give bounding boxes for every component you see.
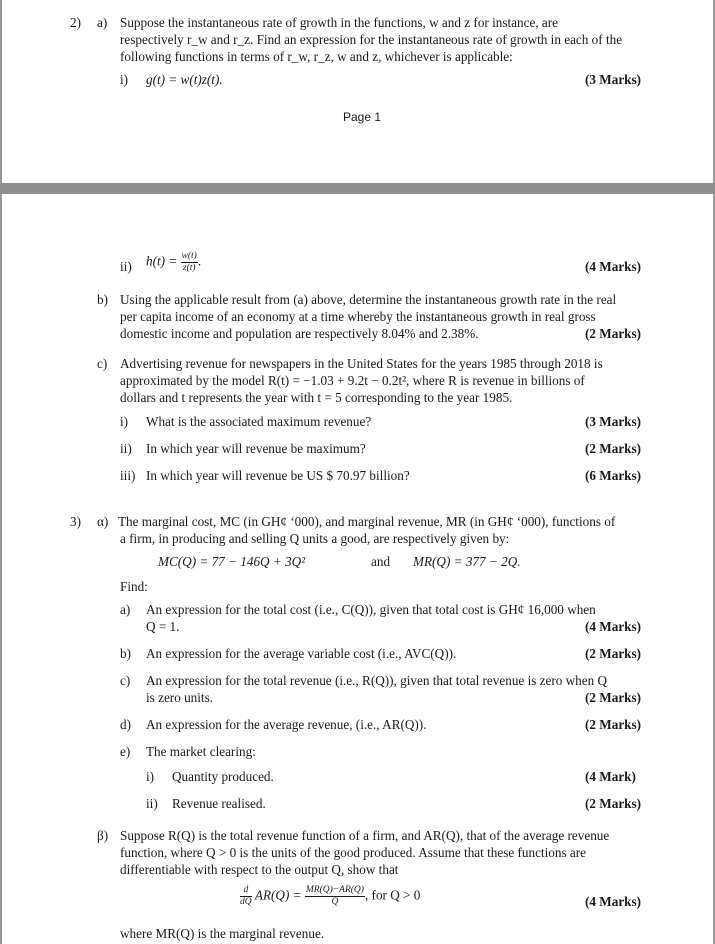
- q3beta-where: where MR(Q) is the marginal revenue.: [120, 926, 325, 941]
- marks: (4 Marks): [585, 259, 642, 274]
- marks: (4 Mark): [585, 769, 636, 784]
- marks: (3 Marks): [585, 414, 642, 429]
- q2a-line-2: respectively r_w and r_z. Find an expression for the instantaneous rate of growth in each of the: [120, 32, 623, 47]
- page-separator: [0, 183, 715, 194]
- q3d-text: An expression for the average revenue, (i.e., AR(Q)).: [146, 717, 427, 732]
- sub-label: i): [120, 414, 129, 429]
- part-label: b): [97, 292, 108, 307]
- q2b-line-3: domestic income and population are respectively 8.04% and 2.38%.: [120, 326, 479, 341]
- q2c-line-3: dollars and t represents the year with t = 5 corresponding to the year 1985.: [120, 390, 513, 405]
- q2a-line-1: Suppose the instantaneous rate of growth in the functions, w and z for instance, are: [120, 15, 558, 30]
- q2c-line-2: approximated by the model R(t) = −1.03 + 9.2t − 0.2t², where R is revenue in billions of: [120, 373, 585, 388]
- marks: (2 Marks): [585, 441, 642, 456]
- q3e-ii-text: Revenue realised.: [172, 796, 266, 811]
- marks: (2 Marks): [585, 796, 642, 811]
- q3e-text: The market clearing:: [146, 744, 256, 759]
- q2c-ii-text: In which year will revenue be maximum?: [146, 441, 366, 456]
- part-label: c): [97, 356, 108, 371]
- left-page-edge: [0, 0, 2, 944]
- part-label: a): [97, 15, 108, 30]
- q3e-i-text: Quantity produced.: [172, 769, 274, 784]
- marks: (2 Marks): [585, 717, 642, 732]
- sub-label: a): [120, 602, 131, 617]
- q2c-line-1: Advertising revenue for newspapers in the United States for the years 1985 through 2018 is: [120, 356, 603, 371]
- sub-label: ii): [120, 259, 132, 274]
- sub-label: b): [120, 646, 131, 661]
- q3c-line-2: is zero units.: [146, 690, 214, 705]
- sub-label: d): [120, 717, 131, 732]
- marks: (4 Marks): [585, 894, 642, 909]
- marks: (6 Marks): [585, 468, 642, 483]
- q3a-line-1: An expression for the total cost (i.e., C(Q)), given that total cost is GH¢ 16,000 when: [146, 602, 596, 617]
- q3c-line-1: An expression for the total revenue (i.e., R(Q)), given that total revenue is zero when Q: [146, 673, 608, 688]
- mr-equation: MR(Q) = 377 − 2Q.: [413, 554, 521, 569]
- sub-label: ii): [146, 796, 158, 811]
- sub-label: iii): [120, 468, 136, 483]
- marks: (3 Marks): [585, 72, 642, 87]
- sub-label: i): [146, 769, 155, 784]
- sub-label: ii): [120, 441, 132, 456]
- sub-label: i): [120, 72, 129, 87]
- q3alpha-line-2: a firm, in producing and selling Q units a good, are respectively given by:: [120, 531, 510, 546]
- derivative-equation: $\frac{d}{dQ}$ AR(Q) = $\frac{MR(Q)-AR(Q)}{Q}$ , for Q > 0: [240, 885, 421, 907]
- part-label: β): [97, 828, 109, 843]
- q2a-ii-expression: h(t) = $\frac{w(t)}{z(t)}$ .: [146, 251, 202, 273]
- marks: (2 Marks): [585, 326, 642, 341]
- marks: (4 Marks): [585, 619, 642, 634]
- and-word: and: [371, 554, 391, 569]
- marks: (2 Marks): [585, 646, 642, 661]
- find-label: Find:: [120, 579, 148, 594]
- q2a-i-expression: g(t) = w(t)z(t).: [146, 72, 223, 87]
- sub-label: e): [120, 744, 131, 759]
- q2b-line-2: per capita income of an economy at a time whereby the instantaneous growth in real gross: [120, 309, 596, 324]
- q3a-line-2: Q = 1.: [146, 619, 180, 634]
- q3beta-line-2: function, where Q > 0 is the units of the good produced. Assume that these functions are: [120, 845, 586, 860]
- page-number: Page 1: [343, 110, 382, 124]
- q2c-iii-text: In which year will revenue be US $ 70.97 billion?: [146, 468, 410, 483]
- q2a-line-3: following functions in terms of r_w, r_z, w and z, whichever is applicable:: [120, 49, 513, 64]
- q2c-i-text: What is the associated maximum revenue?: [146, 414, 372, 429]
- question-number: 2): [70, 15, 81, 30]
- part-label: α): [97, 514, 109, 529]
- marks: (2 Marks): [585, 690, 642, 705]
- q3beta-line-3: differentiable with respect to the output Q, show that: [120, 862, 399, 877]
- question-number: 3): [70, 514, 81, 529]
- q2b-line-1: Using the applicable result from (a) above, determine the instantaneous growth rate in the real: [120, 292, 617, 307]
- mc-equation: MC(Q) = 77 − 146Q + 3Q²: [158, 554, 306, 569]
- q3beta-line-1: Suppose R(Q) is the total revenue function of a firm, and AR(Q), that of the average revenue: [120, 828, 610, 843]
- q3alpha-line-1: The marginal cost, MC (in GH¢ ‘000), and marginal revenue, MR (in GH¢ ‘000), functions of: [118, 514, 616, 529]
- q3b-text: An expression for the average variable cost (i.e., AVC(Q)).: [146, 646, 457, 661]
- sub-label: c): [120, 673, 131, 688]
